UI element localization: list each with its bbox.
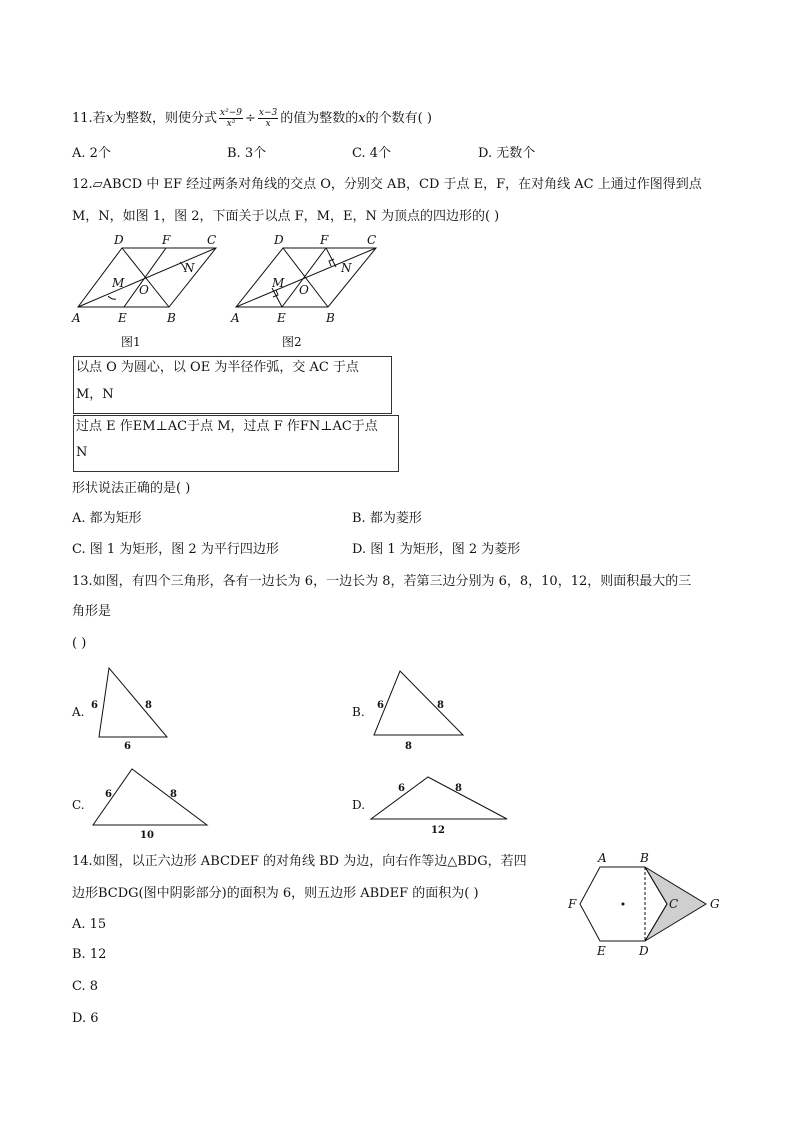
q14-label-f: F (568, 897, 577, 911)
q13-option-a-label: A. (72, 705, 85, 719)
q13-c-left: 6 (105, 789, 112, 800)
q12-option-c: C. 图 1 为矩形，图 2 为平行四边形 (72, 542, 279, 557)
q13-stem-line1: 13.如图，有四个三角形，各有一边长为 6，一边长为 8，若第三边分别为 6，8，10，12，则面积最大的三 (72, 574, 692, 589)
q11-option-a: A. 2个 (72, 146, 111, 161)
q12-option-d: D. 图 1 为矩形，图 2 为菱形 (352, 542, 521, 557)
fig2-label-m: M (272, 276, 285, 290)
q13-c-bottom: 10 (140, 830, 154, 841)
fig2-label-b: B (326, 311, 335, 325)
q13-a-left: 6 (91, 700, 98, 711)
q12-box2-line1: 过点 E 作EM⊥AC于点 M，过点 F 作FN⊥AC于点 (76, 419, 378, 434)
q11-var-x2: x (358, 111, 366, 126)
q11-lead: 11.若 (72, 111, 106, 126)
q12-box1-line1: 以点 O 为圆心，以 OE 为半径作弧，交 AC 于点 (76, 360, 359, 375)
fig2-label-n: N (341, 261, 352, 275)
q14-label-b: B (640, 851, 649, 865)
q11-divide: ÷ (245, 111, 256, 126)
q13-d-bottom: 12 (431, 825, 445, 836)
q14-stem-line2: 边形BCDG(图中阴影部分)的面积为 6，则五边形 ABDEF 的面积为( ) (72, 886, 479, 901)
fig2-caption: 图2 (282, 335, 302, 349)
q14-option-a: A. 15 (72, 917, 107, 932)
q13-a-right: 8 (145, 700, 152, 711)
q12-box2-line2: N (76, 445, 88, 460)
fig1-label-m: M (112, 276, 125, 290)
q11-fraction-2: $\frac{x-3}{x}$ (258, 108, 278, 129)
fig2-label-c: C (367, 233, 377, 247)
q11-var-x: x (105, 111, 114, 126)
q14-label-c: C (669, 897, 679, 911)
q12-option-b: B. 都为菱形 (352, 511, 422, 526)
q11-end: 的个数有( ) (365, 111, 432, 126)
fig1-label-c: C (207, 233, 217, 247)
q12-question: 形状说法正确的是( ) (72, 481, 191, 496)
fig1-label-n: N (184, 261, 195, 275)
fig1-label-o: O (139, 283, 149, 297)
q13-option-b-label: B. (352, 705, 365, 719)
q14-option-d: D. 6 (72, 1011, 99, 1026)
q12-option-a: A. 都为矩形 (72, 511, 142, 526)
q13-c-right: 8 (170, 789, 177, 800)
fig1-label-f: F (162, 233, 171, 247)
q13-stem-line2: 角形是 (72, 604, 112, 619)
q13-stem-line3: ( ) (72, 636, 87, 651)
q14-label-d: D (639, 944, 649, 958)
fig1-caption: 图1 (121, 335, 141, 349)
fig2-label-o: O (299, 283, 309, 297)
q13-b-right: 8 (437, 700, 444, 711)
q13-d-left: 6 (398, 783, 405, 794)
q13-b-left: 6 (377, 700, 384, 711)
q14-label-a: A (598, 851, 607, 865)
q11-option-c: C. 4个 (352, 146, 392, 161)
fig1-label-b: B (167, 311, 176, 325)
q12-box1-line2: M，N (76, 387, 114, 402)
q14-option-c: C. 8 (72, 979, 99, 994)
q14-label-e: E (597, 944, 606, 958)
q11-option-b: B. 3个 (227, 146, 267, 161)
q14-label-g: G (710, 897, 720, 911)
fig1-label-d: D (114, 233, 124, 247)
fig2-label-a: A (231, 311, 240, 325)
q11-mid: 为整数，则使分式 (113, 111, 218, 126)
fig2-label-d: D (274, 233, 284, 247)
q13-a-bottom: 6 (124, 741, 131, 752)
q13-d-right: 8 (455, 783, 462, 794)
q12-stem-line1: 12.▱ABCD 中 EF 经过两条对角线的交点 O，分别交 AB，CD 于点 E，F，在对角线 AC 上通过作图得到点 (72, 177, 702, 192)
q14-stem-line1: 14.如图，以正六边形 ABCDEF 的对角线 BD 为边，向右作等边△BDG，若四 (72, 854, 527, 869)
q11-fraction-1: $\frac{\text{x²−9}}{\text{x²}}$ (220, 108, 242, 129)
q12-stem-line2: M，N，如图 1，图 2，下面关于以点 F，M，E，N 为顶点的四边形的( ) (72, 209, 500, 224)
q11-option-d: D. 无数个 (478, 146, 536, 161)
fig1-label-e: E (118, 311, 127, 325)
fig2-label-e: E (277, 311, 286, 325)
fig1-label-a: A (72, 311, 81, 325)
q13-b-bottom: 8 (405, 741, 412, 752)
q13-option-c-label: C. (72, 798, 85, 812)
q14-option-b: B. 12 (72, 947, 107, 962)
q11-tail: 的值为整数的 (280, 111, 359, 126)
q13-option-d-label: D. (352, 798, 366, 812)
fig2-label-f: F (320, 233, 329, 247)
